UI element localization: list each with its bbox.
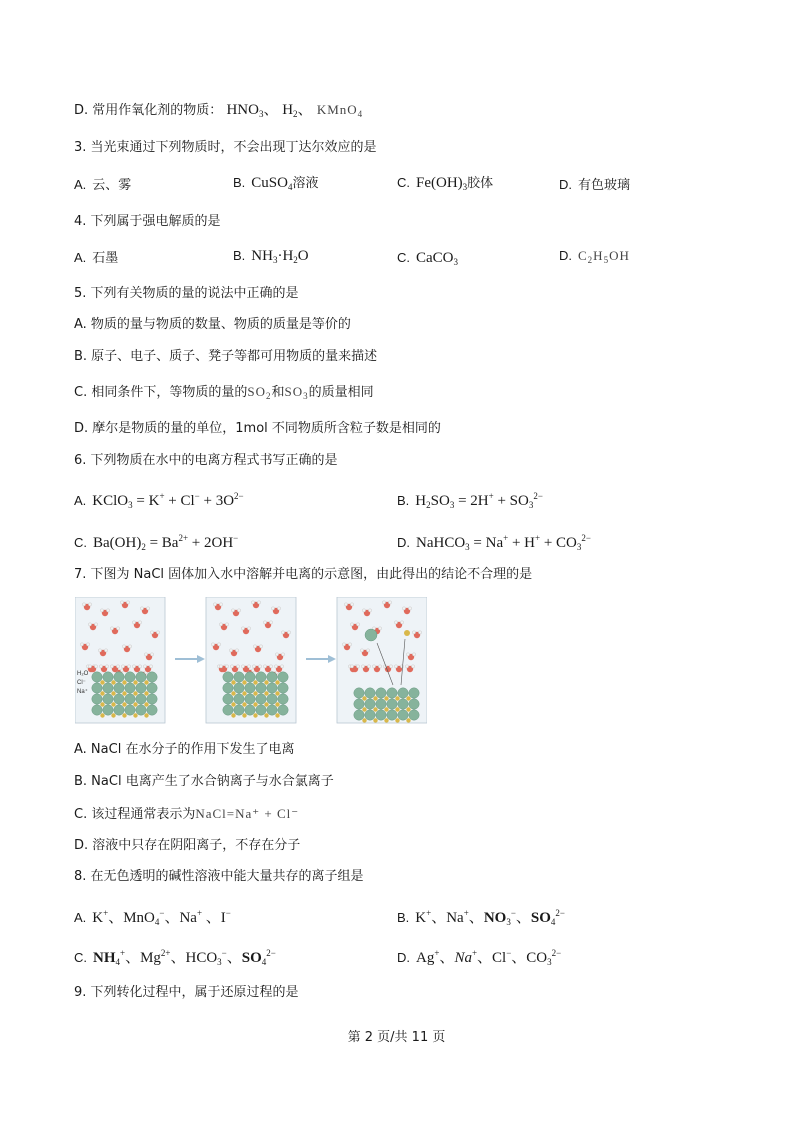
hydrogen-atom — [356, 623, 359, 626]
hydrogen-atom — [88, 603, 91, 606]
question-3-stem: 3. 当光束通过下列物质时，不会出现丁达尔效应的是 — [74, 140, 377, 155]
sodium-ion — [373, 718, 377, 722]
equation-baoh2: $Ba(OH)_2 = Ba^{2+} + 2OH^-$ — [93, 533, 239, 552]
chloride-ion — [114, 705, 124, 715]
q7-option-c: C. 该过程通常表示为NaCl=Na⁺ + Cl⁻ — [74, 806, 300, 822]
hydrogen-atom — [86, 643, 89, 646]
hydrogen-atom — [408, 607, 411, 610]
formula-so3: $SO_3$ — [284, 384, 309, 401]
hydrogen-atom — [94, 665, 97, 668]
sodium-ion — [253, 680, 257, 684]
sodium-ion — [111, 713, 115, 717]
ions-b: K+、Na+、$NO_3^-$、$SO_4^{2-}$ — [415, 908, 565, 927]
hydrogen-atom — [389, 665, 392, 668]
question-5-stem: 5. 下列有关物质的量的说法中正确的是 — [74, 286, 299, 301]
chloride-ion — [278, 694, 288, 704]
hydrogen-atom — [225, 665, 228, 668]
question-8-stem: 8. 在无色透明的碱性溶液中能大量共存的离子组是 — [74, 869, 364, 884]
sodium-ion — [100, 713, 104, 717]
ions-d: Ag+、Na+、Cl−、$CO_3^{2-}$ — [416, 948, 562, 967]
chloride-ion — [223, 672, 233, 682]
sodium-ion — [275, 713, 279, 717]
sodium-ion — [275, 680, 279, 684]
chloride-ion — [234, 683, 244, 693]
q3-option-b: B. CuSO$_4$溶液 — [233, 175, 319, 192]
chloride-ion — [376, 710, 386, 720]
chloride-ion — [398, 688, 408, 698]
hydrogen-atom — [231, 609, 234, 612]
hydrogen-atom — [132, 665, 135, 668]
hydrogen-atom — [350, 623, 353, 626]
sodium-ion — [275, 702, 279, 706]
hydrogen-atom — [88, 665, 91, 668]
chloride-ion — [245, 672, 255, 682]
sodium-ion — [100, 702, 104, 706]
hydrogen-atom — [253, 645, 256, 648]
hydrogen-atom — [138, 621, 141, 624]
sodium-ion — [133, 702, 137, 706]
hydrogen-atom — [287, 631, 290, 634]
hydrogen-atom — [150, 631, 153, 634]
chloride-ion — [409, 710, 419, 720]
sodium-ion — [362, 696, 366, 700]
hydrogen-atom — [146, 607, 149, 610]
hydrogen-atom — [394, 665, 397, 668]
chloride-ion — [267, 694, 277, 704]
hydrogen-atom — [378, 665, 381, 668]
nacl-dissolution-figure — [75, 597, 427, 725]
hydrogen-atom — [281, 653, 284, 656]
sodium-ion — [122, 713, 126, 717]
arrow-head — [197, 655, 205, 663]
chloride-ion — [245, 683, 255, 693]
hydrogen-atom — [281, 631, 284, 634]
chloride-ion — [387, 710, 397, 720]
hydrogen-atom — [211, 643, 214, 646]
hydrogen-atom — [356, 665, 359, 668]
equation-h2so3: $H_2SO_3 = 2H^+ + SO_3^{2-}$ — [415, 491, 543, 510]
hydrogen-atom — [126, 601, 129, 604]
sodium-ion — [264, 713, 268, 717]
hydrogen-atom — [247, 665, 250, 668]
formula-cuso4: CuSO$_4$ — [251, 175, 293, 192]
hydrogen-atom — [251, 601, 254, 604]
sodium-ion — [231, 680, 235, 684]
sodium-ion — [111, 680, 115, 684]
chloride-ion — [256, 705, 266, 715]
chloride-ion — [398, 710, 408, 720]
hydrogen-atom — [350, 603, 353, 606]
formula-kmno4: KMnO$_4$ — [312, 102, 364, 119]
hydrogen-atom — [366, 649, 369, 652]
hydrogen-atom — [368, 609, 371, 612]
chloride-ion — [92, 694, 102, 704]
chloride-ion — [103, 705, 113, 715]
figure-label: Cl⁻ — [77, 680, 86, 686]
sodium-ion — [100, 680, 104, 684]
figure-label: Na⁺ — [77, 689, 88, 695]
hydrogen-atom — [149, 665, 152, 668]
hydrogen-atom — [412, 653, 415, 656]
chloride-ion — [278, 705, 288, 715]
hydrogen-atom — [138, 665, 141, 668]
hydrogen-atom — [80, 643, 83, 646]
hydrogen-atom — [348, 643, 351, 646]
hydrogen-atom — [400, 621, 403, 624]
hydrogen-atom — [258, 665, 261, 668]
chloride-ion — [376, 688, 386, 698]
hydrogen-atom — [110, 627, 113, 630]
chloride-ion — [147, 672, 157, 682]
chloride-ion — [103, 672, 113, 682]
hydrogen-atom — [213, 603, 216, 606]
hydrogen-atom — [128, 645, 131, 648]
q5-option-a: A. 物质的量与物质的数量、物质的质量是等价的 — [74, 317, 351, 332]
hydrogen-atom — [394, 621, 397, 624]
chloride-ion — [365, 688, 375, 698]
option-d-oxidizers — [74, 100, 363, 124]
hydrogen-atom — [121, 665, 124, 668]
hydrogen-atom — [229, 649, 232, 652]
chloride-ion — [92, 683, 102, 693]
chloride-ion — [92, 705, 102, 715]
q8-option-d: D. Ag+、Na+、Cl−、$CO_3^{2-}$ — [397, 948, 562, 967]
q5-option-d: D. 摩尔是物质的量的单位，1mol 不同物质所含粒子数是相同的 — [74, 421, 441, 436]
hydrogen-atom — [362, 609, 365, 612]
hydrogen-atom — [241, 665, 244, 668]
hydrogen-atom — [132, 621, 135, 624]
sodium-ion — [264, 702, 268, 706]
chloride-ion — [125, 683, 135, 693]
chloride-ion — [125, 694, 135, 704]
hydrated-chloride-ion — [365, 629, 377, 641]
sodium-ion — [133, 713, 137, 717]
page-footer: 第 2 页/共 11 页 — [347, 1030, 446, 1045]
sodium-ion — [133, 680, 137, 684]
chloride-ion — [223, 705, 233, 715]
formula-nh3h2o: $NH_3\cdot H_2O$ — [251, 248, 309, 265]
hydrogen-atom — [116, 627, 119, 630]
hydrogen-atom — [143, 665, 146, 668]
hydrogen-atom — [405, 665, 408, 668]
q6-option-c: C. $Ba(OH)_2 = Ba^{2+} + 2OH^-$ — [74, 533, 239, 552]
hydrogen-atom — [277, 607, 280, 610]
hydrogen-atom — [367, 665, 370, 668]
sodium-ion — [231, 691, 235, 695]
chloride-ion — [136, 683, 146, 693]
hydrogen-atom — [360, 649, 363, 652]
q7-option-a: A. NaCl 在水分子的作用下发生了电离 — [74, 742, 295, 757]
hydrogen-atom — [219, 603, 222, 606]
hydrogen-atom — [100, 609, 103, 612]
chloride-ion — [125, 672, 135, 682]
hydrogen-atom — [263, 665, 266, 668]
hydrogen-atom — [406, 653, 409, 656]
figure-label: H₂O — [77, 671, 89, 677]
option-text: 常用作氧化剂的物质： — [92, 103, 223, 118]
hydrogen-atom — [105, 665, 108, 668]
sodium-ion — [242, 713, 246, 717]
q4-option-d: D. $C_2H_5OH$ — [559, 248, 630, 265]
hydrogen-atom — [225, 623, 228, 626]
sodium-ion — [122, 691, 126, 695]
arrow-head — [328, 655, 336, 663]
chloride-ion — [136, 694, 146, 704]
chloride-ion — [409, 688, 419, 698]
chloride-ion — [409, 699, 419, 709]
sodium-ion — [395, 718, 399, 722]
hydrogen-atom — [247, 627, 250, 630]
hydrogen-atom — [98, 649, 101, 652]
formula-feoh3: $Fe(OH)_3$ — [416, 175, 468, 192]
sodium-ion — [406, 696, 410, 700]
hydrogen-atom — [382, 601, 385, 604]
hydrogen-atom — [280, 665, 283, 668]
hydrogen-atom — [237, 609, 240, 612]
chloride-ion — [376, 699, 386, 709]
chloride-ion — [234, 672, 244, 682]
formula-caco3: CaCO$_3$ — [416, 250, 458, 267]
q5-option-c: C. 相同条件下，等物质的量的$SO_2$和$SO_3$的质量相同 — [74, 384, 374, 401]
sodium-ion — [231, 713, 235, 717]
chloride-ion — [114, 694, 124, 704]
hydrogen-atom — [156, 631, 159, 634]
chloride-ion — [245, 694, 255, 704]
sodium-ion — [144, 691, 148, 695]
chloride-ion — [234, 694, 244, 704]
hydrogen-atom — [257, 601, 260, 604]
hydrogen-atom — [271, 607, 274, 610]
hydrogen-atom — [412, 631, 415, 634]
sodium-ion — [373, 707, 377, 711]
chloride-ion — [92, 672, 102, 682]
hydrogen-atom — [418, 631, 421, 634]
chloride-ion — [223, 694, 233, 704]
q3-option-a: A. 云、雾 — [74, 177, 132, 193]
sodium-ion — [111, 702, 115, 706]
sodium-ion — [133, 691, 137, 695]
hydrogen-atom — [110, 665, 113, 668]
hydrogen-atom — [140, 607, 143, 610]
sodium-ion — [253, 691, 257, 695]
question-9-stem: 9. 下列转化过程中，属于还原过程的是 — [74, 985, 299, 1000]
hydrogen-atom — [219, 665, 222, 668]
chloride-ion — [398, 699, 408, 709]
hydrogen-atom — [269, 665, 272, 668]
chloride-ion — [278, 683, 288, 693]
sodium-ion — [362, 707, 366, 711]
q3-option-c: C. $Fe(OH)_3$胶体 — [397, 175, 494, 192]
hydrogen-atom — [350, 665, 353, 668]
hydrogen-atom — [372, 665, 375, 668]
option-key: D. — [74, 103, 89, 118]
chloride-ion — [245, 705, 255, 715]
q5-option-b: B. 原子、电子、质子、凳子等都可用物质的量来描述 — [74, 349, 378, 364]
chloride-ion — [136, 705, 146, 715]
sodium-ion — [144, 713, 148, 717]
q4-option-a: A. 石墨 — [74, 250, 119, 266]
chloride-ion — [234, 705, 244, 715]
sodium-ion — [395, 707, 399, 711]
hydrogen-atom — [275, 653, 278, 656]
hydrogen-atom — [402, 607, 405, 610]
chloride-ion — [387, 699, 397, 709]
hydrogen-atom — [106, 609, 109, 612]
chloride-ion — [147, 705, 157, 715]
sodium-ion — [242, 702, 246, 706]
hydrogen-atom — [259, 645, 262, 648]
hydrogen-atom — [241, 627, 244, 630]
chloride-ion — [278, 672, 288, 682]
q8-option-a: A. K+、MnO$_4$−、Na+ 、I− — [74, 908, 231, 927]
sodium-ion — [253, 702, 257, 706]
chloride-ion — [223, 683, 233, 693]
q7-option-b: B. NaCl 电离产生了水合钠离子与水合氯离子 — [74, 774, 334, 789]
equation-nacl: NaCl=Na⁺ + Cl⁻ — [195, 806, 300, 821]
question-7-stem: 7. 下图为 NaCl 固体加入水中溶解并电离的示意图，由此得出的结论不合理的是 — [74, 567, 533, 582]
sodium-ion — [384, 696, 388, 700]
chloride-ion — [114, 683, 124, 693]
chloride-ion — [103, 694, 113, 704]
hydrogen-atom — [104, 649, 107, 652]
hydrogen-atom — [388, 601, 391, 604]
sodium-ion — [253, 713, 257, 717]
chloride-ion — [256, 683, 266, 693]
hydrogen-atom — [219, 623, 222, 626]
sodium-ion — [100, 691, 104, 695]
hydrogen-atom — [263, 621, 266, 624]
formula-hno3: $HNO_3$、 $H_2$、 — [226, 102, 313, 119]
hydrogen-atom — [411, 665, 414, 668]
hydrogen-atom — [235, 649, 238, 652]
hydrogen-atom — [144, 653, 147, 656]
sodium-ion — [373, 696, 377, 700]
chloride-ion — [147, 683, 157, 693]
q8-option-b: B. K+、Na+、$NO_3^-$、$SO_4^{2-}$ — [397, 908, 565, 927]
q6-option-b: B. $H_2SO_3 = 2H^+ + SO_3^{2-}$ — [397, 491, 543, 510]
hydrogen-atom — [127, 665, 130, 668]
q8-option-c: C. $NH_4^+$、$Mg^{2+}$、$HCO_3^-$、$SO_4^{2-}$ — [74, 948, 276, 967]
sodium-ion — [406, 718, 410, 722]
sodium-ion — [242, 691, 246, 695]
sodium-ion — [264, 680, 268, 684]
chloride-ion — [103, 683, 113, 693]
q4-option-b: B. $NH_3\cdot H_2O$ — [233, 248, 309, 265]
question-6-stem: 6. 下列物质在水中的电离方程式书写正确的是 — [74, 453, 338, 468]
hydrogen-atom — [217, 643, 220, 646]
hydrogen-atom — [122, 645, 125, 648]
chloride-ion — [147, 694, 157, 704]
q7-option-d: D. 溶液中只存在阴阳离子，不存在分子 — [74, 838, 301, 853]
formula-so2: $SO_2$ — [247, 384, 272, 401]
chloride-ion — [114, 672, 124, 682]
sodium-ion — [144, 702, 148, 706]
chloride-ion — [354, 710, 364, 720]
sodium-ion — [362, 718, 366, 722]
sodium-ion — [242, 680, 246, 684]
sodium-ion — [144, 680, 148, 684]
hydrogen-atom — [88, 623, 91, 626]
chloride-ion — [365, 710, 375, 720]
hydrogen-atom — [344, 603, 347, 606]
hydrated-sodium-ion — [404, 630, 410, 636]
chloride-ion — [125, 705, 135, 715]
hydrogen-atom — [252, 665, 255, 668]
chloride-ion — [387, 688, 397, 698]
ions-c: $NH_4^+$、$Mg^{2+}$、$HCO_3^-$、$SO_4^{2-}$ — [93, 948, 276, 967]
hydrogen-atom — [82, 603, 85, 606]
question-4-stem: 4. 下列属于强电解质的是 — [74, 214, 221, 229]
hydrogen-atom — [94, 623, 97, 626]
hydrogen-atom — [150, 653, 153, 656]
hydrogen-atom — [342, 643, 345, 646]
sodium-ion — [264, 691, 268, 695]
hydrogen-atom — [361, 665, 364, 668]
formula-c2h5oh: $C_2H_5OH$ — [578, 248, 630, 265]
sodium-ion — [111, 691, 115, 695]
sodium-ion — [384, 707, 388, 711]
equation-nahco3: NaHCO$_3$ = $Na^+ + H^+ + CO_3^{2-}$ — [416, 533, 591, 552]
chloride-ion — [267, 672, 277, 682]
hydrogen-atom — [400, 665, 403, 668]
chloride-ion — [354, 699, 364, 709]
q3-option-d: D. 有色玻璃 — [559, 177, 631, 193]
sodium-ion — [384, 718, 388, 722]
hydrogen-atom — [120, 601, 123, 604]
hydrogen-atom — [99, 665, 102, 668]
ions-a: K+、MnO$_4$−、Na+ 、I− — [92, 908, 231, 927]
sodium-ion — [231, 702, 235, 706]
q6-option-a: A. KClO$_3$ = $K^+ + Cl^- + 3O^{2-}$ — [74, 491, 244, 510]
chloride-ion — [267, 683, 277, 693]
hydrogen-atom — [230, 665, 233, 668]
equation-kclo3: KClO$_3$ = $K^+ + Cl^- + 3O^{2-}$ — [92, 491, 244, 510]
sodium-ion — [395, 696, 399, 700]
chloride-ion — [136, 672, 146, 682]
sodium-ion — [406, 707, 410, 711]
hydrogen-atom — [269, 621, 272, 624]
hydrogen-atom — [236, 665, 239, 668]
sodium-ion — [122, 702, 126, 706]
chloride-ion — [256, 694, 266, 704]
q6-option-d: D. NaHCO$_3$ = $Na^+ + H^+ + CO_3^{2-}$ — [397, 533, 591, 552]
hydrogen-atom — [274, 665, 277, 668]
hydrogen-atom — [378, 627, 381, 630]
sodium-ion — [275, 691, 279, 695]
chloride-ion — [256, 672, 266, 682]
q4-option-c: C. CaCO$_3$ — [397, 250, 458, 267]
sodium-ion — [122, 680, 126, 684]
chloride-ion — [365, 699, 375, 709]
hydrogen-atom — [116, 665, 119, 668]
chloride-ion — [267, 705, 277, 715]
chloride-ion — [354, 688, 364, 698]
